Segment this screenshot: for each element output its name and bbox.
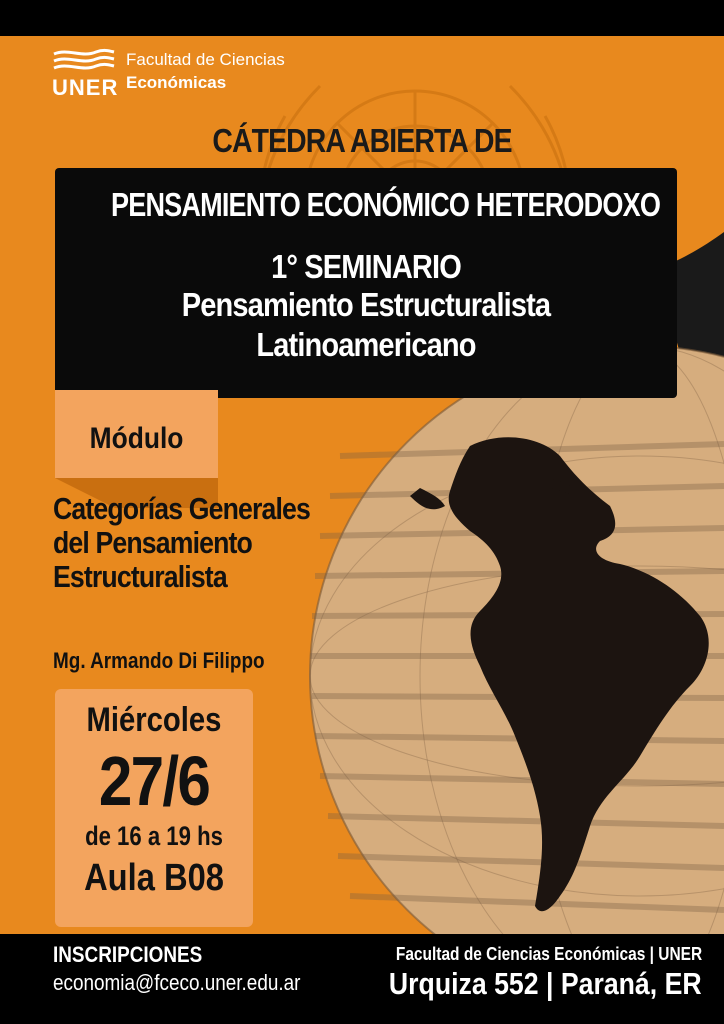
orange-background <box>0 36 724 934</box>
module-label: Módulo <box>89 422 184 455</box>
waves-icon <box>52 48 116 72</box>
registration-label: INSCRIPCIONES <box>53 942 203 967</box>
event-room: Aula B08 <box>84 857 224 899</box>
title-line-1: PENSAMIENTO ECONÓMICO HETERODOXO <box>110 186 661 223</box>
event-details-box <box>55 689 253 927</box>
headline: CÁTEDRA ABIERTA DE <box>212 122 512 159</box>
logo-line-2: Económicas <box>126 73 227 92</box>
institution-line: Facultad de Ciencias Económicas | UNER <box>395 944 702 964</box>
title-line-3: Pensamiento Estructuralista <box>181 286 551 323</box>
logo-acronym: UNER <box>52 75 119 100</box>
module-title-line-2: del Pensamiento <box>53 525 252 560</box>
title-line-2: 1° SEMINARIO <box>271 248 461 285</box>
module-title-line-1: Categorías Generales <box>53 491 310 526</box>
module-title <box>53 492 345 594</box>
event-weekday: Miércoles <box>86 701 222 739</box>
title-line-4: Latinoamericano <box>256 326 476 363</box>
address-line: Urquiza 552 | Paraná, ER <box>389 966 702 1001</box>
event-date: 27/6 <box>98 742 210 820</box>
registration-email[interactable]: economia@fceco.uner.edu.ar <box>53 970 301 995</box>
globe-with-latin-america-map <box>310 346 724 934</box>
module-title-line-3: Estructuralista <box>53 559 227 594</box>
event-time: de 16 a 19 hs <box>85 821 223 851</box>
footer <box>0 934 724 1024</box>
logo-line-1: Facultad de Ciencias <box>126 50 285 69</box>
title-box <box>55 168 677 398</box>
faculty-logo <box>52 46 332 98</box>
speaker-name: Mg. Armando Di Filippo <box>53 648 265 673</box>
